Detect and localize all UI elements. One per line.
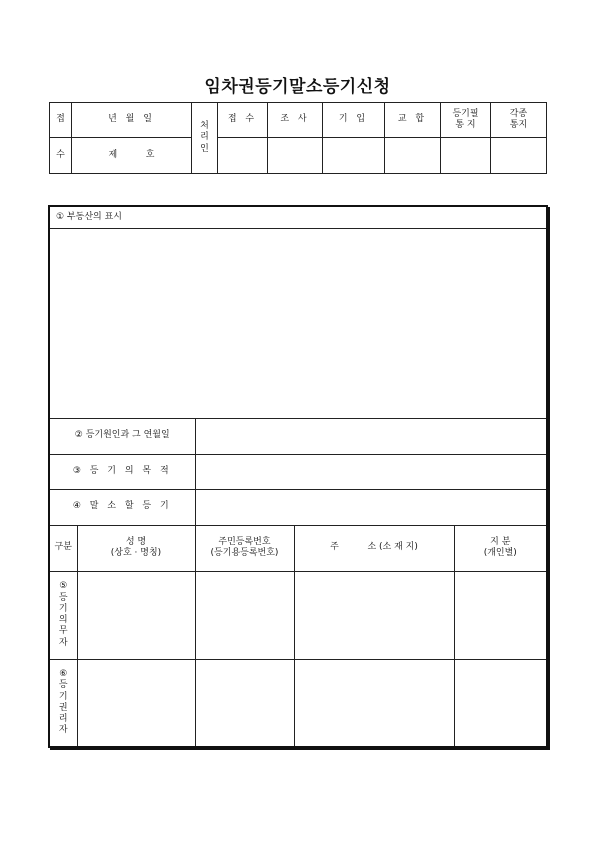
col-receipt: 접 수 <box>218 103 268 138</box>
purpose-label: ③ 등 기 의 목 적 <box>49 454 195 489</box>
col-collation: 교 합 <box>385 103 441 138</box>
receipt-number-label: 제 호 <box>72 138 192 174</box>
cell-entry[interactable] <box>323 138 385 174</box>
application-table <box>48 205 548 748</box>
receipt-table <box>49 102 547 174</box>
property-label: ① 부동산의 표시 <box>49 206 547 228</box>
col-completion-notice: 등기필 통 지 <box>441 103 491 138</box>
purpose-field[interactable] <box>195 454 547 489</box>
col-various-notice: 각종 통지 <box>491 103 547 138</box>
header-address: 주 소 (소 재 지) <box>294 525 454 571</box>
cause-label: ② 등기원인과 그 연월일 <box>49 418 195 454</box>
obligor-name-field[interactable] <box>77 571 195 659</box>
cell-collation[interactable] <box>385 138 441 174</box>
cell-various-notice[interactable] <box>491 138 547 174</box>
processing-label: 처 리 인 <box>192 103 218 174</box>
holder-label: ⑥ 등 기 권 리 자 <box>49 659 77 747</box>
receipt-jeop-label: 접 <box>50 103 72 138</box>
obligor-share-field[interactable] <box>454 571 547 659</box>
cause-field[interactable] <box>195 418 547 454</box>
cell-review[interactable] <box>268 138 323 174</box>
cancel-field[interactable] <box>195 489 547 525</box>
receipt-date-label: 년 월 일 <box>72 103 192 138</box>
cancel-label: ④ 말 소 할 등 기 <box>49 489 195 525</box>
holder-share-field[interactable] <box>454 659 547 747</box>
obligor-id-field[interactable] <box>195 571 294 659</box>
holder-address-field[interactable] <box>294 659 454 747</box>
col-review: 조 사 <box>268 103 323 138</box>
cell-completion-notice[interactable] <box>441 138 491 174</box>
holder-name-field[interactable] <box>77 659 195 747</box>
header-id: 주민등록번호 (등기용등록번호) <box>195 525 294 571</box>
cell-receipt[interactable] <box>218 138 268 174</box>
form-title: 임차권등기말소등기신청 <box>204 77 391 97</box>
header-name: 성 명 (상호 · 명칭) <box>77 525 195 571</box>
obligor-address-field[interactable] <box>294 571 454 659</box>
obligor-label: ⑤ 등 기 의 무 자 <box>49 571 77 659</box>
header-gubun: 구분 <box>49 525 77 571</box>
property-field[interactable] <box>49 228 547 418</box>
col-entry: 기 입 <box>323 103 385 138</box>
header-share: 지 분 (개인별) <box>454 525 547 571</box>
receipt-su-label: 수 <box>50 138 72 174</box>
holder-id-field[interactable] <box>195 659 294 747</box>
